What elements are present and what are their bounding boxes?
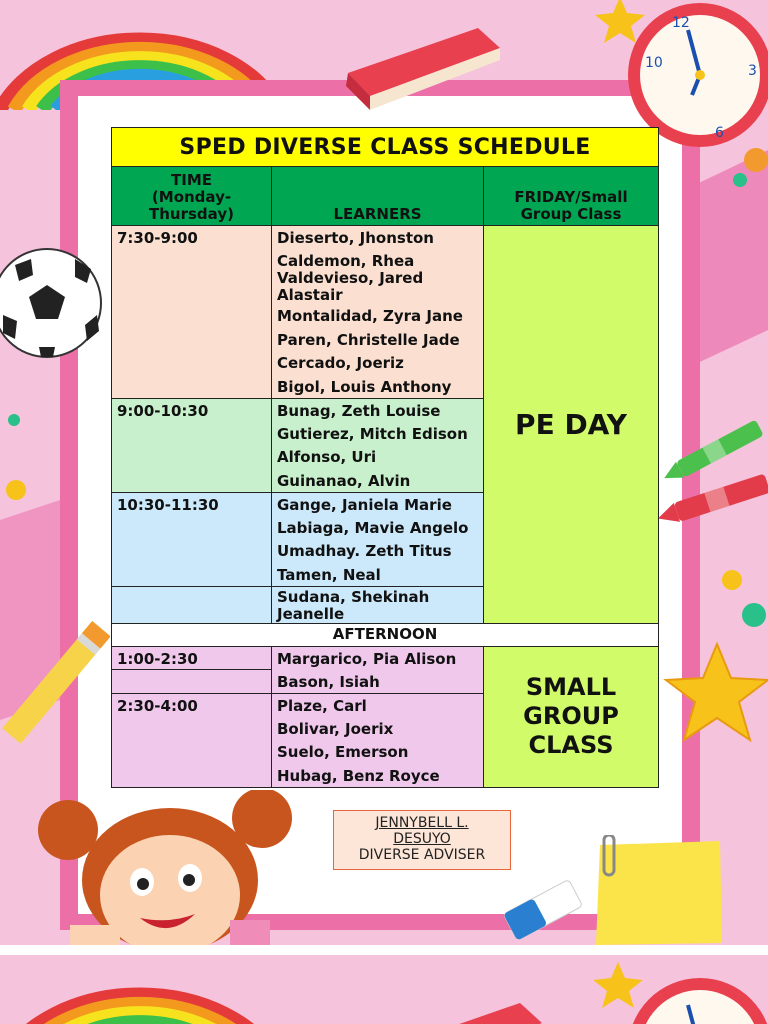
learner-name: Umadhay. Zeth Titus [272,539,484,563]
svg-text:6: 6 [715,125,724,141]
time-header: TIME (Monday- Thursday) [112,167,272,226]
learner-name: Margarico, Pia Alison [272,646,484,670]
book-icon [370,993,550,1024]
time-slot: 2:30-4:00 [112,693,272,787]
learner-name: Paren, Christelle Jade [272,328,484,352]
learner-name: Suelo, Emerson [272,740,484,764]
friday-small-group: SMALL GROUP CLASS [484,646,659,787]
svg-text:12: 12 [672,15,690,31]
friday-pe-day: PE DAY [484,226,659,624]
sticky-note-icon [590,835,730,945]
crayons-icon [655,410,768,530]
learner-name: Guinanao, Alvin [272,469,484,493]
time-slot: 9:00-10:30 [112,398,272,492]
learner-name: Montalidad, Zyra Jane [272,304,484,328]
learner-name: Bason, Isiah [272,670,484,694]
learner-name: Tamen, Neal [272,563,484,587]
book-icon [328,18,508,118]
star-icon [590,0,650,45]
svg-text:3: 3 [748,63,757,79]
time-slot: 1:00-2:30 [112,646,272,670]
learner-name: Alfonso, Uri [272,445,484,469]
friday-header: FRIDAY/Small Group Class [484,167,659,226]
learner-name: Labiaga, Mavie Angelo [272,516,484,540]
learner-name: Plaze, Carl [272,693,484,717]
learners-header: LEARNERS [272,167,484,226]
learner-name: Caldemon, Rhea Valdevieso, Jared Alastair [272,249,484,304]
girl-cartoon-icon [30,790,330,945]
soccer-ball-icon [0,235,110,375]
eraser-icon [498,875,588,945]
time-slot-cell [112,586,272,623]
learner-name: Hubag, Benz Royce [272,764,484,788]
adviser-role: DIVERSE ADVISER [358,847,486,863]
learner-name: Cercado, Joeriz [272,351,484,375]
time-slot: 10:30-11:30 [112,492,272,586]
schedule-title: SPED DIVERSE CLASS SCHEDULE [112,128,659,167]
learner-name: Bigol, Louis Anthony [272,375,484,399]
adviser-signature-box [333,810,511,870]
learner-name: Sudana, Shekinah Jeanelle [272,586,484,623]
time-slot: 7:30-9:00 [112,226,272,250]
learner-name: Bunag, Zeth Louise [272,398,484,422]
pencil-icon [0,610,110,770]
learner-name: Gange, Janiela Marie [272,492,484,516]
next-page-preview [0,955,768,1024]
time-slot-cell [112,670,272,694]
learner-name: Dieserto, Jhonston [272,226,484,250]
svg-text:10: 10 [645,55,663,71]
clock-icon [620,970,768,1024]
afternoon-label: AFTERNOON [112,623,659,646]
time-slot-cell [112,249,272,398]
adviser-name-line1: JENNYBELL L. [375,815,469,831]
learner-name: Gutierez, Mitch Edison [272,422,484,446]
page-gap [0,945,768,955]
schedule-table [111,127,659,788]
star-icon [662,640,768,745]
rainbow-icon [0,955,290,1024]
learner-name: Bolivar, Joerix [272,717,484,741]
adviser-name-line2: DESUYO [393,831,451,847]
